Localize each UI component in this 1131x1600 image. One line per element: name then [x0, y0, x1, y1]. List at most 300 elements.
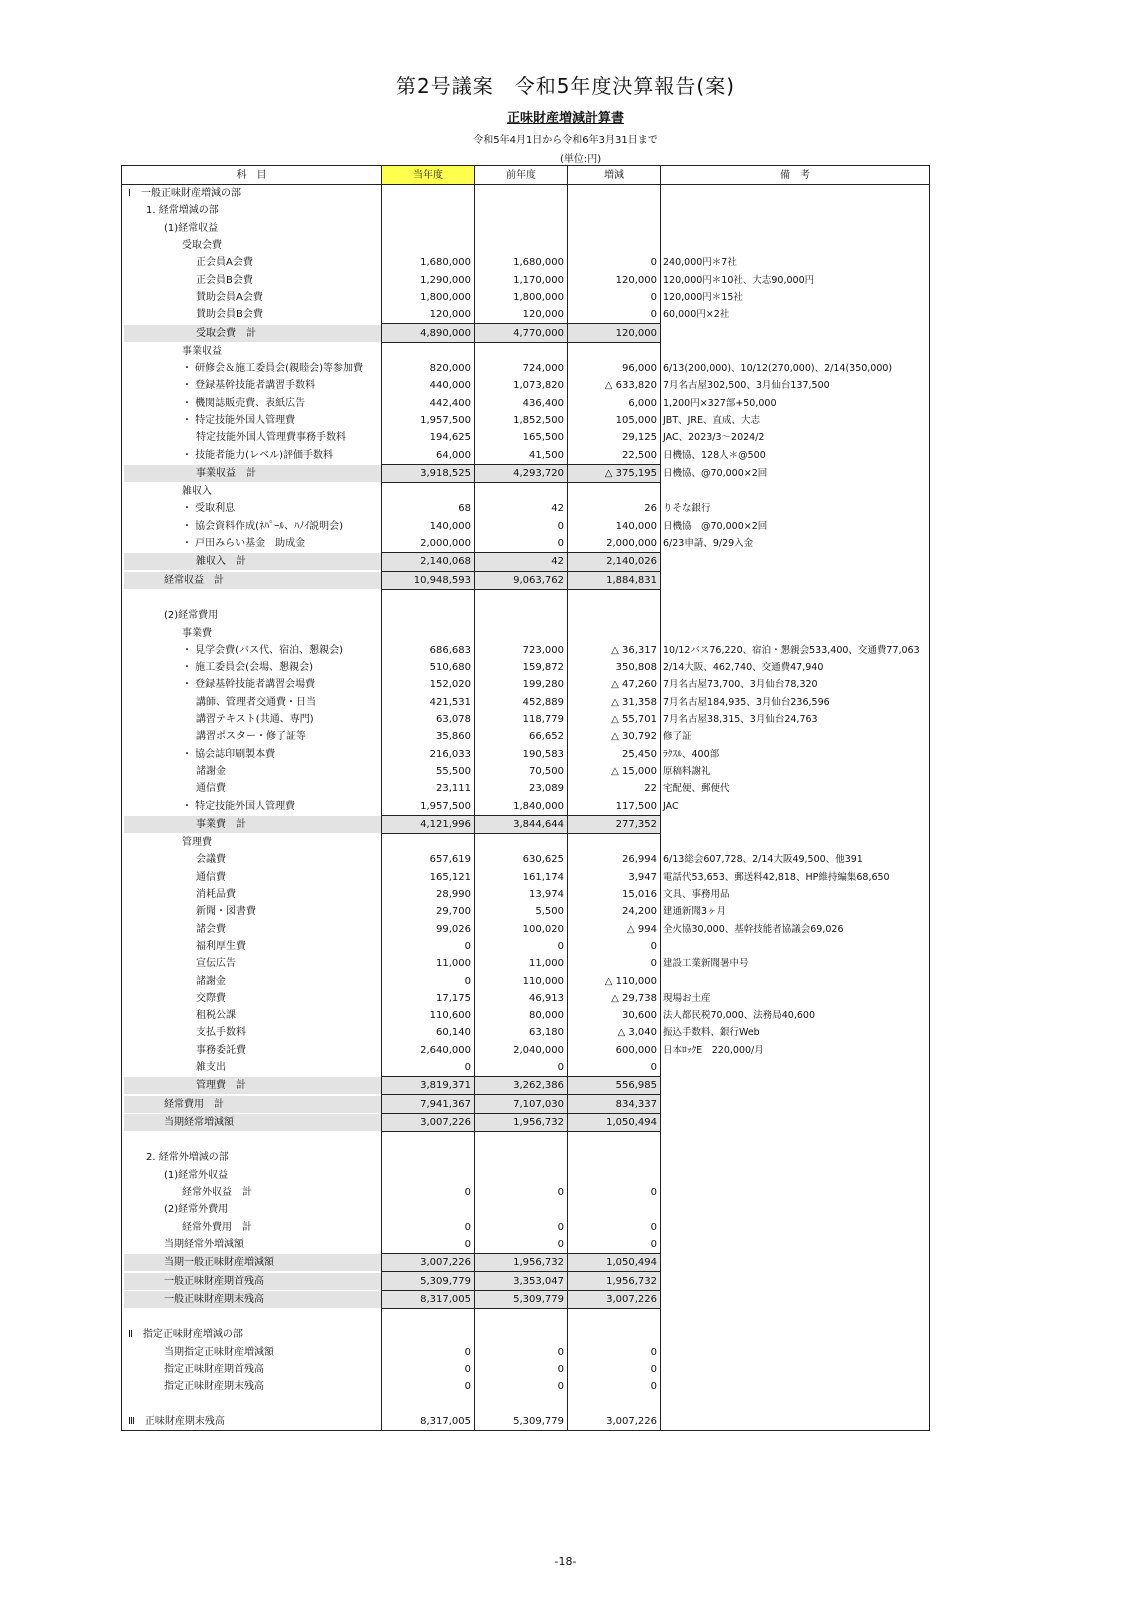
col-header-current-year: 当年度	[382, 166, 475, 185]
previous-year-value: 0	[475, 1236, 568, 1254]
note-text	[661, 1201, 930, 1218]
item-name: (2)経常費用	[164, 610, 219, 622]
item-name-cell	[122, 920, 382, 937]
item-name-cell	[122, 1167, 382, 1184]
current-year-value: 216,033	[382, 746, 475, 763]
current-year-value: 3,007,226	[382, 1113, 475, 1131]
previous-year-value	[475, 342, 568, 360]
note-text	[661, 1167, 930, 1184]
difference-value: 117,500	[568, 797, 661, 815]
current-year-value: 28,990	[382, 886, 475, 903]
note-text	[661, 1113, 930, 1131]
current-year-value	[382, 1326, 475, 1343]
difference-value: 26,994	[568, 851, 661, 868]
note-text: りそな銀行	[661, 500, 930, 517]
note-text: JAC、2023/3～2024/2	[661, 429, 930, 446]
current-year-value: 55,500	[382, 763, 475, 780]
item-name: 受取会費 計	[124, 325, 382, 342]
previous-year-value: 0	[475, 1378, 568, 1395]
difference-value: 1,884,831	[568, 571, 661, 589]
difference-value: 0	[568, 1219, 661, 1236]
current-year-value	[382, 237, 475, 254]
item-name: ・ 特定技能外国人管理費	[182, 415, 296, 426]
previous-year-value: 723,000	[475, 642, 568, 659]
item-name: 経常外費用 計	[182, 1221, 252, 1233]
current-year-value: 510,680	[382, 659, 475, 676]
item-name: ・ 施工委員会(会場、懇親会)	[182, 662, 313, 674]
current-year-value: 140,000	[382, 518, 475, 535]
item-name: 通信費	[196, 871, 226, 883]
item-name-cell	[122, 1149, 382, 1166]
item-name: ・ 登録基幹技能者講習会場費	[182, 679, 316, 691]
note-text: 6/13総会607,728、2/14大阪49,500、他391	[661, 851, 930, 868]
item-name: 管理費 計	[124, 1077, 382, 1094]
current-year-value	[382, 202, 475, 219]
current-year-value: 35,860	[382, 728, 475, 745]
difference-value: 0	[568, 955, 661, 972]
note-text	[661, 815, 930, 833]
table-row	[122, 324, 930, 342]
note-text: 60,000円×2社	[661, 306, 930, 324]
item-name: ・ 登録基幹技能者講習手数料	[182, 380, 316, 392]
previous-year-value: 3,844,644	[475, 815, 568, 833]
current-year-value: 60,140	[382, 1024, 475, 1041]
difference-value	[568, 220, 661, 237]
item-name: ・ 見学会費(バス代、宿泊、懇親会)	[182, 644, 343, 656]
note-text	[661, 571, 930, 589]
current-year-value: 1,800,000	[382, 289, 475, 306]
current-year-value: 23,111	[382, 780, 475, 797]
current-year-value: 2,140,068	[382, 553, 475, 571]
previous-year-value: 100,020	[475, 920, 568, 937]
item-name-cell	[122, 955, 382, 972]
previous-year-value	[475, 1149, 568, 1166]
table-row	[122, 1254, 930, 1272]
item-name: Ⅱ 指定正味財産増減の部	[128, 1329, 243, 1341]
difference-value	[568, 185, 661, 203]
item-name: (1)経常外収益	[164, 1169, 229, 1181]
table-row	[122, 1042, 930, 1059]
table-row	[122, 1077, 930, 1095]
difference-value: 0	[568, 1236, 661, 1254]
note-text: 6/13(200,000)、10/12(270,000)、2/14(350,000)	[661, 360, 930, 377]
note-text: 7月名古屋302,500、3月仙台137,500	[661, 377, 930, 394]
current-year-value: 10,948,593	[382, 571, 475, 589]
item-name-cell	[122, 1378, 382, 1395]
previous-year-value: 42	[475, 500, 568, 517]
item-name: 管理費	[182, 836, 212, 848]
item-name: 指定正味財産期首残高	[164, 1364, 264, 1376]
difference-value: 350,808	[568, 659, 661, 676]
current-year-value	[382, 342, 475, 360]
note-text	[661, 1413, 930, 1431]
table-row	[122, 624, 930, 641]
current-year-value: 152,020	[382, 676, 475, 693]
difference-value: △ 36,317	[568, 642, 661, 659]
current-year-value	[382, 1395, 475, 1412]
item-name: 2. 経常外増減の部	[146, 1152, 229, 1164]
item-name: 事業費 計	[124, 816, 382, 833]
table-row	[122, 607, 930, 624]
current-year-value	[382, 607, 475, 624]
page-number: -18-	[554, 1555, 577, 1568]
item-name: 経常収益 計	[124, 572, 382, 589]
current-year-value: 3,918,525	[382, 464, 475, 482]
previous-year-value: 452,889	[475, 694, 568, 711]
item-name-cell	[122, 360, 382, 377]
note-text	[661, 1236, 930, 1254]
difference-value: 22	[568, 780, 661, 797]
current-year-value	[382, 1167, 475, 1184]
current-year-value: 0	[382, 1219, 475, 1236]
previous-year-value: 9,063,762	[475, 571, 568, 589]
table-row	[122, 833, 930, 851]
previous-year-value	[475, 1201, 568, 1218]
difference-value	[568, 607, 661, 624]
item-name-cell	[122, 1077, 382, 1095]
item-name: ・ 協会誌印刷製本費	[182, 748, 276, 760]
table-row	[122, 412, 930, 429]
difference-value: △ 633,820	[568, 377, 661, 394]
fiscal-period: 令和5年4月1日から令和6年3月31日まで	[473, 135, 658, 146]
item-name-cell	[122, 711, 382, 728]
table-row	[122, 483, 930, 501]
table-row	[122, 535, 930, 553]
item-name: ・ 特定技能外国人管理費	[182, 800, 296, 812]
current-year-value	[382, 1201, 475, 1218]
difference-value: 25,450	[568, 746, 661, 763]
item-name-cell	[122, 1254, 382, 1272]
current-year-value: 686,683	[382, 642, 475, 659]
previous-year-value: 110,000	[475, 972, 568, 989]
item-name-cell	[122, 1272, 382, 1290]
current-year-value: 8,317,005	[382, 1290, 475, 1308]
difference-value: 834,337	[568, 1095, 661, 1113]
difference-value: 29,125	[568, 429, 661, 446]
note-text	[661, 1326, 930, 1343]
item-name-cell	[122, 1024, 382, 1041]
previous-year-value: 0	[475, 535, 568, 553]
col-header-difference: 増減	[568, 166, 661, 185]
current-year-value: 0	[382, 1184, 475, 1201]
note-text: 日本ﾛｯｸE 220,000/月	[661, 1042, 930, 1059]
note-text	[661, 1344, 930, 1361]
item-name: 講習テキスト(共通、専門)	[196, 714, 314, 726]
difference-value: 6,000	[568, 395, 661, 412]
table-row	[122, 1290, 930, 1308]
difference-value: 2,000,000	[568, 535, 661, 553]
current-year-value	[382, 1132, 475, 1150]
table-row	[122, 185, 930, 203]
item-name-cell	[122, 254, 382, 271]
table-row	[122, 518, 930, 535]
current-year-value: 29,700	[382, 903, 475, 920]
table-row	[122, 446, 930, 464]
note-text	[661, 938, 930, 955]
item-name-cell	[122, 797, 382, 815]
item-name-cell	[122, 815, 382, 833]
difference-value: 3,007,226	[568, 1290, 661, 1308]
note-text	[661, 1219, 930, 1236]
table-row	[122, 642, 930, 659]
note-text: JAC	[661, 797, 930, 815]
difference-value	[568, 483, 661, 501]
previous-year-value: 1,680,000	[475, 254, 568, 271]
current-year-value: 1,680,000	[382, 254, 475, 271]
table-row	[122, 289, 930, 306]
item-name-cell	[122, 1201, 382, 1218]
table-body	[122, 185, 930, 1431]
difference-value: △ 994	[568, 920, 661, 937]
difference-value: 0	[568, 254, 661, 271]
previous-year-value	[475, 1132, 568, 1150]
note-text: 現場お土産	[661, 990, 930, 1007]
table-row	[122, 500, 930, 517]
difference-value: 15,016	[568, 886, 661, 903]
difference-value	[568, 1326, 661, 1343]
previous-year-value: 199,280	[475, 676, 568, 693]
item-name-cell	[122, 990, 382, 1007]
current-year-value: 1,957,500	[382, 412, 475, 429]
note-text: 全火協30,000、基幹技能者協議会69,026	[661, 920, 930, 937]
item-name: 講習ポスター・修了証等	[196, 731, 306, 743]
current-year-value: 99,026	[382, 920, 475, 937]
difference-value: 0	[568, 1378, 661, 1395]
item-name-cell	[122, 1042, 382, 1059]
item-name: (1)経常収益	[164, 222, 219, 234]
item-name-cell	[122, 1309, 382, 1327]
previous-year-value	[475, 220, 568, 237]
item-name: 1. 経常増減の部	[146, 205, 219, 217]
current-year-value: 2,640,000	[382, 1042, 475, 1059]
difference-value: △ 3,040	[568, 1024, 661, 1041]
difference-value: 120,000	[568, 324, 661, 342]
item-name-cell	[122, 464, 382, 482]
previous-year-value: 165,500	[475, 429, 568, 446]
item-name	[124, 1135, 128, 1146]
note-text: 日機協、128人＊@500	[661, 446, 930, 464]
note-text: 10/12バス76,220、宿泊・懇親会533,400、交通費77,063	[661, 642, 930, 659]
current-year-value: 0	[382, 938, 475, 955]
note-text: ﾗｸｽﾙ、400部	[661, 746, 930, 763]
item-name-cell	[122, 763, 382, 780]
previous-year-value: 63,180	[475, 1024, 568, 1041]
item-name: ・ 協会資料作成(ﾈﾊﾟｰﾙ、ﾊﾉｲ説明会)	[182, 520, 343, 532]
item-name-cell	[122, 1059, 382, 1077]
table-row	[122, 1059, 930, 1077]
difference-value: 0	[568, 1361, 661, 1378]
note-text	[661, 1378, 930, 1395]
table-row	[122, 1413, 930, 1431]
difference-value: 3,007,226	[568, 1413, 661, 1431]
item-name-cell	[122, 1132, 382, 1150]
table-row	[122, 571, 930, 589]
previous-year-value: 66,652	[475, 728, 568, 745]
difference-value: 0	[568, 938, 661, 955]
table-row	[122, 746, 930, 763]
item-name: (2)経常外費用	[164, 1204, 229, 1216]
table-row	[122, 1326, 930, 1343]
item-name-cell	[122, 589, 382, 607]
item-name: ・ 機関誌販売費、表紙広告	[182, 397, 306, 409]
difference-value: △ 30,792	[568, 728, 661, 745]
item-name: 賛助会員A会費	[196, 291, 263, 303]
note-text	[661, 1095, 930, 1113]
item-name: 諸会費	[196, 923, 226, 935]
item-name: 諸謝金	[196, 765, 226, 777]
item-name-cell	[122, 1290, 382, 1308]
table-row	[122, 360, 930, 377]
table-row	[122, 1024, 930, 1041]
current-year-value: 5,309,779	[382, 1272, 475, 1290]
current-year-value	[382, 185, 475, 203]
item-name-cell	[122, 869, 382, 886]
previous-year-value: 0	[475, 1059, 568, 1077]
current-year-value	[382, 1309, 475, 1327]
current-year-value: 7,941,367	[382, 1095, 475, 1113]
difference-value: 120,000	[568, 271, 661, 288]
current-year-value: 11,000	[382, 955, 475, 972]
table-row	[122, 220, 930, 237]
current-year-value	[382, 483, 475, 501]
table-row	[122, 1309, 930, 1327]
current-year-value	[382, 833, 475, 851]
table-row	[122, 1272, 930, 1290]
current-year-value: 0	[382, 1344, 475, 1361]
item-name: 賛助会員B会費	[196, 309, 263, 321]
table-row	[122, 377, 930, 394]
table-row	[122, 797, 930, 815]
current-year-value: 0	[382, 1236, 475, 1254]
current-year-value: 8,317,005	[382, 1413, 475, 1431]
note-text	[661, 1132, 930, 1150]
note-text: 1,200円×327部+50,000	[661, 395, 930, 412]
item-name: 租税公課	[196, 1010, 236, 1022]
difference-value	[568, 342, 661, 360]
previous-year-value: 436,400	[475, 395, 568, 412]
item-name: 雑支出	[196, 1062, 226, 1074]
item-name: 当期経常増減額	[124, 1114, 382, 1131]
table-row	[122, 659, 930, 676]
previous-year-value: 42	[475, 553, 568, 571]
table-row	[122, 972, 930, 989]
item-name-cell	[122, 412, 382, 429]
col-header-notes: 備 考	[661, 166, 930, 185]
note-text: 日機協、@70,000×2回	[661, 464, 930, 482]
item-name	[124, 1312, 128, 1323]
difference-value: 0	[568, 1344, 661, 1361]
difference-value: △ 31,358	[568, 694, 661, 711]
current-year-value: 3,819,371	[382, 1077, 475, 1095]
table-row	[122, 1167, 930, 1184]
current-year-value: 63,078	[382, 711, 475, 728]
table-row	[122, 694, 930, 711]
difference-value: 0	[568, 289, 661, 306]
current-year-value: 440,000	[382, 377, 475, 394]
item-name-cell	[122, 1219, 382, 1236]
item-name-cell	[122, 1326, 382, 1343]
difference-value: 556,985	[568, 1077, 661, 1095]
note-text	[661, 1290, 930, 1308]
item-name-cell	[122, 1184, 382, 1201]
current-year-value: 4,890,000	[382, 324, 475, 342]
item-name-cell	[122, 271, 382, 288]
previous-year-value: 118,779	[475, 711, 568, 728]
item-name: ・ 戸田みらい基金 助成金	[182, 538, 306, 550]
note-text	[661, 589, 930, 607]
note-text: 文具、事務用品	[661, 886, 930, 903]
current-year-value: 3,007,226	[382, 1254, 475, 1272]
table-row	[122, 1395, 930, 1412]
note-text: 修了証	[661, 728, 930, 745]
item-name: ・ 技能者能力(レベル)評価手数料	[182, 449, 333, 461]
current-year-value: 2,000,000	[382, 535, 475, 553]
previous-year-value: 1,073,820	[475, 377, 568, 394]
previous-year-value: 5,309,779	[475, 1290, 568, 1308]
difference-value: △ 375,195	[568, 464, 661, 482]
difference-value	[568, 1132, 661, 1150]
previous-year-value: 0	[475, 1184, 568, 1201]
item-name-cell	[122, 1236, 382, 1254]
table-row	[122, 271, 930, 288]
note-text: JBT、JRE、直成、大志	[661, 412, 930, 429]
difference-value: 105,000	[568, 412, 661, 429]
note-text: 日機協 @70,000×2回	[661, 518, 930, 535]
table-row	[122, 464, 930, 482]
previous-year-value: 1,956,732	[475, 1113, 568, 1131]
current-year-value	[382, 220, 475, 237]
current-year-value: 4,121,996	[382, 815, 475, 833]
item-name-cell	[122, 1113, 382, 1131]
note-text	[661, 1309, 930, 1327]
difference-value: 1,050,494	[568, 1254, 661, 1272]
table-row	[122, 589, 930, 607]
table-row	[122, 676, 930, 693]
note-text: 2/14大阪、462,740、交通費47,940	[661, 659, 930, 676]
item-name: 受取会費	[182, 240, 222, 252]
item-name-cell	[122, 938, 382, 955]
current-year-value: 110,600	[382, 1007, 475, 1024]
item-name-cell	[122, 1344, 382, 1361]
item-name-cell	[122, 237, 382, 254]
previous-year-value: 5,500	[475, 903, 568, 920]
table-row	[122, 815, 930, 833]
item-name-cell	[122, 642, 382, 659]
net-assets-statement-table	[121, 165, 930, 1431]
item-name: 当期経常外増減額	[164, 1239, 244, 1251]
previous-year-value: 0	[475, 1219, 568, 1236]
current-year-value: 820,000	[382, 360, 475, 377]
previous-year-value: 724,000	[475, 360, 568, 377]
item-name: 宣伝広告	[196, 958, 236, 970]
item-name	[124, 1399, 128, 1410]
table-row	[122, 851, 930, 868]
difference-value: 1,956,732	[568, 1272, 661, 1290]
item-name: 当期指定正味財産増減額	[164, 1346, 274, 1358]
table-row	[122, 903, 930, 920]
previous-year-value: 630,625	[475, 851, 568, 868]
previous-year-value: 70,500	[475, 763, 568, 780]
item-name-cell	[122, 483, 382, 501]
current-year-value: 0	[382, 1378, 475, 1395]
previous-year-value	[475, 1167, 568, 1184]
table-row	[122, 990, 930, 1007]
difference-value: 277,352	[568, 815, 661, 833]
note-text: 7月名古屋73,700、3月仙台78,320	[661, 676, 930, 693]
table-row	[122, 780, 930, 797]
item-name: 福利厚生費	[196, 940, 246, 952]
previous-year-value: 120,000	[475, 306, 568, 324]
